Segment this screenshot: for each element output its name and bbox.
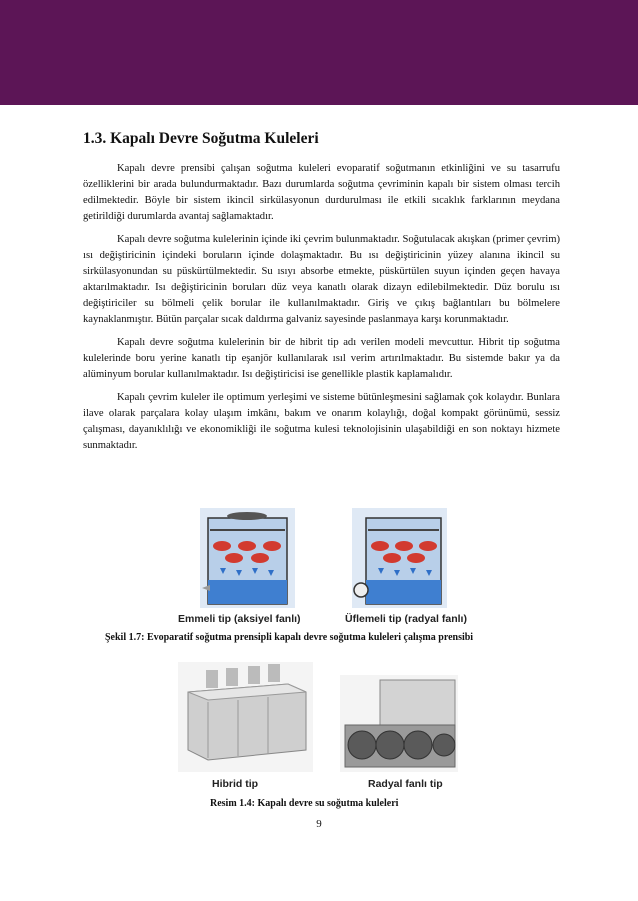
- paragraph-2: Kapalı devre soğutma kulelerinin içinde iki çevrim bulunmaktadır. Soğutulacak akışkan (primer çevrim) ısı değiştiricinin içindeki boruların içinde dolaşmaktadır. Bu ısı değiştiricinin yüzey alanına ikincil su sirkülasyonundan su püskürtülmektedir. Su ısıyı absorbe etmekte, püskürtülen suyun içinden geçen havaya aktarılmaktadır. Isı değiştiricinin boruları düz veya kanatlı olarak dizayn edilebilmektedir. Düz borulu ısı değiştiriciler su bölmeli çelik borular ile kullanılmaktadır. Giriş ve çıkış bağlantıları bu bölmelere kaynaklanmıştır. Bütün parçalar sıcak daldırma galvaniz sayesinde paslanmaya karşı korunmaktadır.: [83, 233, 560, 325]
- header-band: [0, 0, 638, 105]
- diagram-suction-type: [200, 508, 295, 608]
- figure1-caption: Şekil 1.7: Evoparatif soğutma prensipli kapalı devre soğutma kuleleri çalışma prensibi: [105, 632, 474, 643]
- figure2-left-label: Hibrid tip: [212, 778, 259, 790]
- figure2-caption: Resim 1.4: Kapalı devre su soğutma kuleleri: [210, 798, 399, 809]
- figure2-right-label: Radyal fanlı tip: [368, 778, 443, 790]
- page-number: 9: [316, 818, 322, 830]
- figure1-left-label: Emmeli tip (aksiyel fanlı): [178, 613, 301, 625]
- page-content: [83, 130, 560, 461]
- figure1-right-label: Üflemeli tip (radyal fanlı): [345, 613, 467, 625]
- paragraph-1: Kapalı devre prensibi çalışan soğutma kuleleri evoparatif soğutmanın etkinliğini ve su tasarrufu özelliklerini bir arada bulundurmaktadır. Bazı durumlarda soğutma çevriminin kapalı bir sistem olması tercih edilmektedir. Böyle bir sistem ikincil sirkülasyonun durdurulması ile etkili sıcaklık farklarının meydana getirildiği durumlarda avantaj sağlamaktadır.: [83, 162, 560, 222]
- diagram-blower-type: [352, 508, 447, 608]
- paragraph-4: Kapalı çevrim kuleler ile optimum yerleşimi ve sisteme bütünleşmesini sağlamak çok kolaydır. Bunlara ilave olarak parçalara kolay ulaşım imkânı, bakım ve onarım kolaylığı, doğal kompakt görünümü, sessiz çalışması, dayanıklılığı ve ekonomikliği ile soğutma kulesi teknolojisinin ulaşabildiği en son noktayı hizmete sunmaktadır.: [83, 391, 560, 451]
- section-title: 1.3. Kapalı Devre Soğutma Kuleleri: [83, 130, 319, 147]
- radial-fan-tower-photo: [340, 675, 458, 772]
- hybrid-tower-photo: [178, 662, 313, 772]
- paragraph-3: Kapalı devre soğutma kulelerinin bir de hibrit tip adı verilen modeli mevcuttur. Hibrit tip soğutma kulelerinde boru yerine kanatlı tip eşanjör kullanılarak ısıl verim artırılmaktadır. Bu sistemde bakır ya da alüminyum borular kullanılmaktadır. Isı değiştiricisi ise genellikle plastik kaplamalıdır.: [83, 336, 560, 380]
